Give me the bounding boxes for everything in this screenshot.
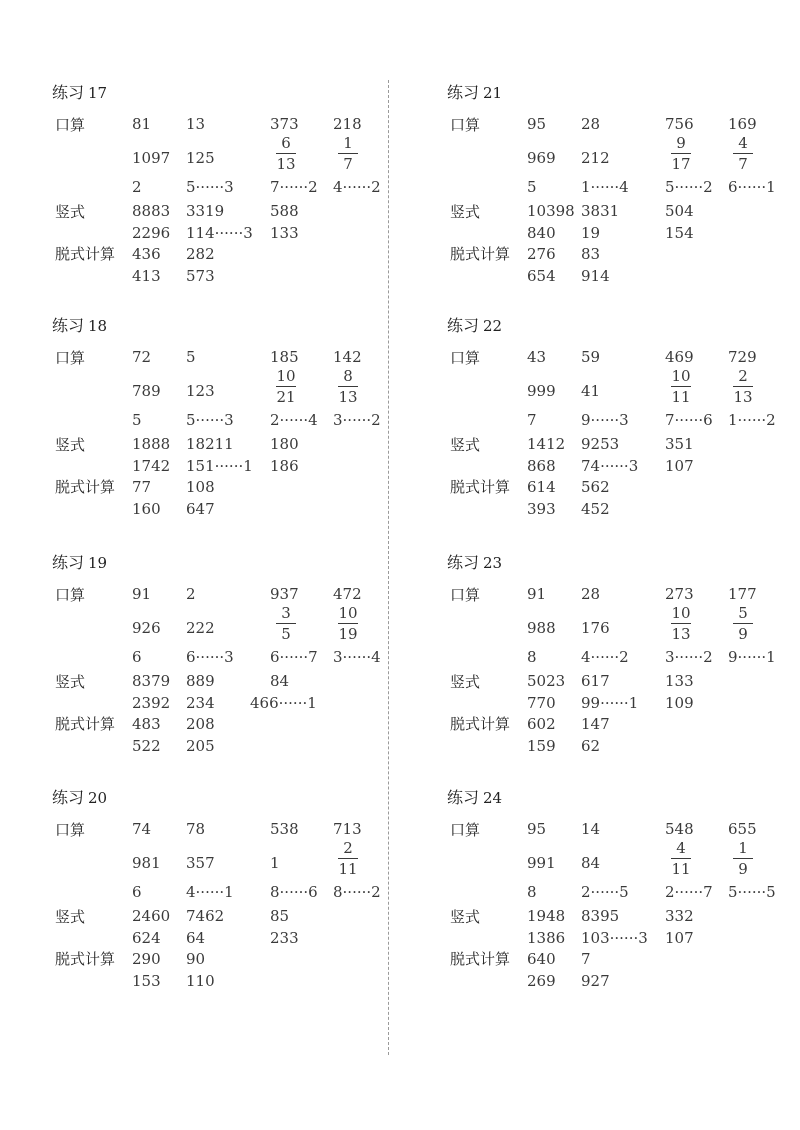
division-answer: 2 bbox=[132, 178, 142, 196]
tuoshi-answer: 7 bbox=[581, 950, 591, 968]
tuoshi-answer: 522 bbox=[132, 737, 161, 755]
shushi-label: 竖式 bbox=[450, 436, 481, 454]
kousuan-answer: 756 bbox=[665, 115, 694, 133]
tuoshi-answer: 290 bbox=[132, 950, 161, 968]
shushi-answer: 8379 bbox=[132, 672, 171, 690]
fraction-bar bbox=[338, 858, 358, 859]
kousuan-answer: 169 bbox=[728, 115, 757, 133]
exercise-number: 18 bbox=[88, 317, 108, 335]
shushi-answer: 868 bbox=[527, 457, 556, 475]
shushi-answer: 2296 bbox=[132, 224, 171, 242]
fraction-numerator: 4 bbox=[676, 839, 686, 857]
tuoshi-answer: 153 bbox=[132, 972, 161, 990]
kousuan-answer: 981 bbox=[132, 854, 161, 872]
exercise-block bbox=[395, 785, 775, 1015]
kousuan-answer: 469 bbox=[665, 348, 694, 366]
shushi-answer: 351 bbox=[665, 435, 694, 453]
fraction-answer bbox=[671, 134, 691, 173]
fraction-denominator: 11 bbox=[338, 860, 358, 878]
shushi-answer: 186 bbox=[270, 457, 299, 475]
exercise-title bbox=[52, 313, 107, 336]
kousuan-label: 口算 bbox=[55, 349, 86, 367]
kousuan-answer: 218 bbox=[333, 115, 362, 133]
division-answer: 5 bbox=[132, 411, 142, 429]
fraction-bar bbox=[671, 153, 691, 154]
kousuan-answer: 789 bbox=[132, 382, 161, 400]
exercise-title bbox=[447, 550, 502, 573]
kousuan-answer: 123 bbox=[186, 382, 215, 400]
fraction-numerator: 2 bbox=[738, 367, 748, 385]
tuoshi-answer: 914 bbox=[581, 267, 610, 285]
shushi-answer: 114······3 bbox=[186, 224, 253, 242]
kousuan-answer: 538 bbox=[270, 820, 299, 838]
fraction-denominator: 13 bbox=[733, 388, 753, 406]
division-answer: 5 bbox=[527, 178, 537, 196]
shushi-answer: 3319 bbox=[186, 202, 225, 220]
fraction-denominator: 13 bbox=[338, 388, 358, 406]
tuoshi-answer: 282 bbox=[186, 245, 215, 263]
tuoshi-label: 脱式计算 bbox=[55, 245, 116, 263]
fraction-bar bbox=[733, 153, 753, 154]
fraction-denominator: 21 bbox=[276, 388, 296, 406]
shushi-answer: 109 bbox=[665, 694, 694, 712]
tuoshi-answer: 62 bbox=[581, 737, 601, 755]
division-answer: 4······2 bbox=[581, 648, 629, 666]
exercise-title bbox=[52, 550, 107, 573]
shushi-answer: 107 bbox=[665, 457, 694, 475]
division-answer: 2······4 bbox=[270, 411, 318, 429]
fraction-bar bbox=[733, 858, 753, 859]
division-answer: 8······6 bbox=[270, 883, 318, 901]
tuoshi-answer: 640 bbox=[527, 950, 556, 968]
kousuan-label: 口算 bbox=[55, 116, 86, 134]
division-answer: 4······1 bbox=[186, 883, 234, 901]
kousuan-label: 口算 bbox=[450, 821, 481, 839]
shushi-answer: 3831 bbox=[581, 202, 620, 220]
exercise-number: 22 bbox=[483, 317, 503, 335]
kousuan-answer: 988 bbox=[527, 619, 556, 637]
shushi-answer: 74······3 bbox=[581, 457, 639, 475]
division-answer: 2······5 bbox=[581, 883, 629, 901]
fraction-denominator: 13 bbox=[276, 155, 296, 173]
tuoshi-answer: 83 bbox=[581, 245, 601, 263]
tuoshi-label: 脱式计算 bbox=[450, 478, 511, 496]
fraction-bar bbox=[276, 623, 296, 624]
kousuan-answer: 937 bbox=[270, 585, 299, 603]
tuoshi-answer: 276 bbox=[527, 245, 556, 263]
division-answer: 6 bbox=[132, 648, 142, 666]
kousuan-answer: 142 bbox=[333, 348, 362, 366]
tuoshi-label: 脱式计算 bbox=[450, 950, 511, 968]
exercise-block bbox=[0, 785, 380, 1015]
fraction-denominator: 11 bbox=[671, 388, 691, 406]
shushi-answer: 10398 bbox=[527, 202, 575, 220]
division-answer: 8······2 bbox=[333, 883, 381, 901]
division-answer: 4······2 bbox=[333, 178, 381, 196]
tuoshi-answer: 90 bbox=[186, 950, 206, 968]
fraction-bar bbox=[733, 623, 753, 624]
shushi-answer: 588 bbox=[270, 202, 299, 220]
kousuan-answer: 999 bbox=[527, 382, 556, 400]
exercise-title-text: 练习 bbox=[52, 788, 85, 807]
tuoshi-answer: 160 bbox=[132, 500, 161, 518]
kousuan-answer: 43 bbox=[527, 348, 547, 366]
fraction-answer bbox=[733, 839, 753, 878]
kousuan-answer: 991 bbox=[527, 854, 556, 872]
kousuan-answer: 1097 bbox=[132, 149, 171, 167]
fraction-bar bbox=[338, 386, 358, 387]
exercise-title-text: 练习 bbox=[447, 83, 480, 102]
kousuan-answer: 357 bbox=[186, 854, 215, 872]
fraction-bar bbox=[276, 386, 296, 387]
fraction-denominator: 17 bbox=[671, 155, 691, 173]
shushi-label: 竖式 bbox=[55, 436, 86, 454]
kousuan-answer: 176 bbox=[581, 619, 610, 637]
exercise-title-text: 练习 bbox=[52, 83, 85, 102]
division-answer: 6······3 bbox=[186, 648, 234, 666]
tuoshi-answer: 393 bbox=[527, 500, 556, 518]
tuoshi-answer: 654 bbox=[527, 267, 556, 285]
fraction-answer bbox=[276, 367, 296, 406]
fraction-answer bbox=[671, 367, 691, 406]
fraction-answer bbox=[338, 134, 358, 173]
tuoshi-answer: 452 bbox=[581, 500, 610, 518]
kousuan-label: 口算 bbox=[450, 116, 481, 134]
kousuan-answer: 373 bbox=[270, 115, 299, 133]
kousuan-answer: 81 bbox=[132, 115, 152, 133]
shushi-answer: 19 bbox=[581, 224, 601, 242]
shushi-answer: 1742 bbox=[132, 457, 171, 475]
division-answer: 5······3 bbox=[186, 411, 234, 429]
fraction-answer bbox=[671, 604, 691, 643]
exercise-title bbox=[52, 80, 107, 103]
fraction-answer bbox=[276, 604, 296, 643]
tuoshi-answer: 108 bbox=[186, 478, 215, 496]
fraction-answer bbox=[338, 604, 358, 643]
shushi-label: 竖式 bbox=[450, 673, 481, 691]
shushi-answer: 154 bbox=[665, 224, 694, 242]
tuoshi-label: 脱式计算 bbox=[450, 245, 511, 263]
tuoshi-label: 脱式计算 bbox=[55, 950, 116, 968]
exercise-title-text: 练习 bbox=[52, 316, 85, 335]
left-column bbox=[0, 0, 380, 1130]
shushi-answer: 770 bbox=[527, 694, 556, 712]
fraction-bar bbox=[671, 623, 691, 624]
exercise-title bbox=[52, 785, 107, 808]
shushi-answer: 1948 bbox=[527, 907, 566, 925]
division-answer: 6 bbox=[132, 883, 142, 901]
shushi-answer: 18211 bbox=[186, 435, 234, 453]
right-column bbox=[395, 0, 775, 1130]
shushi-answer: 466······1 bbox=[250, 694, 317, 712]
tuoshi-answer: 269 bbox=[527, 972, 556, 990]
exercise-title-text: 练习 bbox=[52, 553, 85, 572]
fraction-numerator: 10 bbox=[338, 604, 358, 622]
kousuan-label: 口算 bbox=[55, 586, 86, 604]
shushi-answer: 133 bbox=[665, 672, 694, 690]
tuoshi-answer: 77 bbox=[132, 478, 152, 496]
kousuan-label: 口算 bbox=[450, 586, 481, 604]
tuoshi-answer: 647 bbox=[186, 500, 215, 518]
kousuan-answer: 28 bbox=[581, 115, 601, 133]
fraction-numerator: 9 bbox=[676, 134, 686, 152]
shushi-answer: 233 bbox=[270, 929, 299, 947]
kousuan-answer: 655 bbox=[728, 820, 757, 838]
fraction-numerator: 6 bbox=[281, 134, 291, 152]
tuoshi-answer: 205 bbox=[186, 737, 215, 755]
shushi-answer: 107 bbox=[665, 929, 694, 947]
kousuan-answer: 95 bbox=[527, 115, 547, 133]
kousuan-answer: 713 bbox=[333, 820, 362, 838]
shushi-answer: 8883 bbox=[132, 202, 171, 220]
exercise-block bbox=[395, 313, 775, 543]
tuoshi-answer: 927 bbox=[581, 972, 610, 990]
shushi-answer: 7462 bbox=[186, 907, 225, 925]
fraction-answer bbox=[338, 839, 358, 878]
exercise-title bbox=[447, 80, 502, 103]
fraction-numerator: 1 bbox=[738, 839, 748, 857]
kousuan-answer: 125 bbox=[186, 149, 215, 167]
fraction-denominator: 9 bbox=[738, 860, 748, 878]
kousuan-answer: 59 bbox=[581, 348, 601, 366]
fraction-numerator: 5 bbox=[738, 604, 748, 622]
exercise-number: 20 bbox=[88, 789, 108, 807]
shushi-answer: 234 bbox=[186, 694, 215, 712]
fraction-numerator: 1 bbox=[343, 134, 353, 152]
fraction-numerator: 10 bbox=[671, 367, 691, 385]
shushi-answer: 84 bbox=[270, 672, 290, 690]
fraction-denominator: 19 bbox=[338, 625, 358, 643]
exercise-number: 24 bbox=[483, 789, 503, 807]
fraction-numerator: 4 bbox=[738, 134, 748, 152]
division-answer: 9······1 bbox=[728, 648, 776, 666]
exercise-title-text: 练习 bbox=[447, 316, 480, 335]
exercise-block bbox=[395, 550, 775, 780]
tuoshi-answer: 147 bbox=[581, 715, 610, 733]
kousuan-answer: 95 bbox=[527, 820, 547, 838]
kousuan-label: 口算 bbox=[450, 349, 481, 367]
shushi-answer: 617 bbox=[581, 672, 610, 690]
shushi-answer: 2392 bbox=[132, 694, 171, 712]
exercise-number: 23 bbox=[483, 554, 503, 572]
division-answer: 7 bbox=[527, 411, 537, 429]
division-answer: 6······7 bbox=[270, 648, 318, 666]
shushi-answer: 9253 bbox=[581, 435, 620, 453]
kousuan-answer: 84 bbox=[581, 854, 601, 872]
shushi-answer: 1888 bbox=[132, 435, 171, 453]
fraction-bar bbox=[338, 153, 358, 154]
shushi-answer: 332 bbox=[665, 907, 694, 925]
kousuan-answer: 5 bbox=[186, 348, 196, 366]
shushi-answer: 5023 bbox=[527, 672, 566, 690]
shushi-label: 竖式 bbox=[450, 203, 481, 221]
shushi-answer: 889 bbox=[186, 672, 215, 690]
tuoshi-answer: 614 bbox=[527, 478, 556, 496]
fraction-answer bbox=[733, 604, 753, 643]
exercise-number: 17 bbox=[88, 84, 108, 102]
fraction-answer bbox=[276, 134, 296, 173]
shushi-label: 竖式 bbox=[55, 908, 86, 926]
exercise-number: 21 bbox=[483, 84, 503, 102]
division-answer: 6······1 bbox=[728, 178, 776, 196]
exercise-block bbox=[0, 80, 380, 310]
exercise-title bbox=[447, 785, 502, 808]
kousuan-answer: 1 bbox=[270, 854, 280, 872]
kousuan-answer: 2 bbox=[186, 585, 196, 603]
shushi-label: 竖式 bbox=[55, 203, 86, 221]
tuoshi-answer: 562 bbox=[581, 478, 610, 496]
kousuan-answer: 28 bbox=[581, 585, 601, 603]
tuoshi-answer: 436 bbox=[132, 245, 161, 263]
division-answer: 7······2 bbox=[270, 178, 318, 196]
division-answer: 8 bbox=[527, 883, 537, 901]
kousuan-answer: 212 bbox=[581, 149, 610, 167]
fraction-numerator: 10 bbox=[276, 367, 296, 385]
tuoshi-answer: 573 bbox=[186, 267, 215, 285]
tuoshi-answer: 602 bbox=[527, 715, 556, 733]
shushi-answer: 99······1 bbox=[581, 694, 639, 712]
fraction-denominator: 5 bbox=[281, 625, 291, 643]
kousuan-answer: 273 bbox=[665, 585, 694, 603]
tuoshi-answer: 483 bbox=[132, 715, 161, 733]
fraction-bar bbox=[671, 858, 691, 859]
shushi-answer: 2460 bbox=[132, 907, 171, 925]
shushi-label: 竖式 bbox=[450, 908, 481, 926]
shushi-answer: 840 bbox=[527, 224, 556, 242]
tuoshi-answer: 159 bbox=[527, 737, 556, 755]
tuoshi-answer: 110 bbox=[186, 972, 215, 990]
shushi-answer: 103······3 bbox=[581, 929, 648, 947]
shushi-answer: 504 bbox=[665, 202, 694, 220]
fraction-denominator: 9 bbox=[738, 625, 748, 643]
fraction-answer bbox=[671, 839, 691, 878]
division-answer: 3······4 bbox=[333, 648, 381, 666]
exercise-block bbox=[0, 313, 380, 543]
kousuan-answer: 91 bbox=[132, 585, 152, 603]
kousuan-answer: 222 bbox=[186, 619, 215, 637]
fraction-answer bbox=[733, 134, 753, 173]
shushi-answer: 180 bbox=[270, 435, 299, 453]
fraction-bar bbox=[733, 386, 753, 387]
kousuan-answer: 72 bbox=[132, 348, 152, 366]
exercise-block bbox=[395, 80, 775, 310]
exercise-number: 19 bbox=[88, 554, 108, 572]
shushi-label: 竖式 bbox=[55, 673, 86, 691]
fraction-numerator: 3 bbox=[281, 604, 291, 622]
division-answer: 8 bbox=[527, 648, 537, 666]
tuoshi-answer: 413 bbox=[132, 267, 161, 285]
tuoshi-label: 脱式计算 bbox=[55, 715, 116, 733]
fraction-numerator: 10 bbox=[671, 604, 691, 622]
shushi-answer: 85 bbox=[270, 907, 290, 925]
division-answer: 1······2 bbox=[728, 411, 776, 429]
shushi-answer: 8395 bbox=[581, 907, 620, 925]
kousuan-label: 口算 bbox=[55, 821, 86, 839]
division-answer: 5······2 bbox=[665, 178, 713, 196]
tuoshi-answer: 208 bbox=[186, 715, 215, 733]
kousuan-answer: 548 bbox=[665, 820, 694, 838]
fraction-answer bbox=[733, 367, 753, 406]
kousuan-answer: 185 bbox=[270, 348, 299, 366]
shushi-answer: 133 bbox=[270, 224, 299, 242]
kousuan-answer: 14 bbox=[581, 820, 601, 838]
kousuan-answer: 969 bbox=[527, 149, 556, 167]
fraction-denominator: 13 bbox=[671, 625, 691, 643]
fraction-answer bbox=[338, 367, 358, 406]
fraction-bar bbox=[338, 623, 358, 624]
division-answer: 3······2 bbox=[333, 411, 381, 429]
division-answer: 9······3 bbox=[581, 411, 629, 429]
kousuan-answer: 472 bbox=[333, 585, 362, 603]
exercise-title bbox=[447, 313, 502, 336]
division-answer: 7······6 bbox=[665, 411, 713, 429]
exercise-title-text: 练习 bbox=[447, 553, 480, 572]
kousuan-answer: 926 bbox=[132, 619, 161, 637]
kousuan-answer: 177 bbox=[728, 585, 757, 603]
division-answer: 1······4 bbox=[581, 178, 629, 196]
division-answer: 5······5 bbox=[728, 883, 776, 901]
kousuan-answer: 91 bbox=[527, 585, 547, 603]
fraction-bar bbox=[276, 153, 296, 154]
shushi-answer: 624 bbox=[132, 929, 161, 947]
shushi-answer: 151······1 bbox=[186, 457, 253, 475]
division-answer: 2······7 bbox=[665, 883, 713, 901]
kousuan-answer: 13 bbox=[186, 115, 206, 133]
shushi-answer: 1386 bbox=[527, 929, 566, 947]
shushi-answer: 64 bbox=[186, 929, 206, 947]
shushi-answer: 1412 bbox=[527, 435, 566, 453]
kousuan-answer: 41 bbox=[581, 382, 601, 400]
tuoshi-label: 脱式计算 bbox=[55, 478, 116, 496]
fraction-bar bbox=[671, 386, 691, 387]
fraction-numerator: 8 bbox=[343, 367, 353, 385]
fraction-denominator: 11 bbox=[671, 860, 691, 878]
kousuan-answer: 78 bbox=[186, 820, 206, 838]
fraction-denominator: 7 bbox=[343, 155, 353, 173]
kousuan-answer: 729 bbox=[728, 348, 757, 366]
fraction-denominator: 7 bbox=[738, 155, 748, 173]
center-divider bbox=[388, 80, 389, 1055]
tuoshi-label: 脱式计算 bbox=[450, 715, 511, 733]
division-answer: 3······2 bbox=[665, 648, 713, 666]
kousuan-answer: 74 bbox=[132, 820, 152, 838]
exercise-title-text: 练习 bbox=[447, 788, 480, 807]
exercise-block bbox=[0, 550, 380, 780]
division-answer: 5······3 bbox=[186, 178, 234, 196]
fraction-numerator: 2 bbox=[343, 839, 353, 857]
